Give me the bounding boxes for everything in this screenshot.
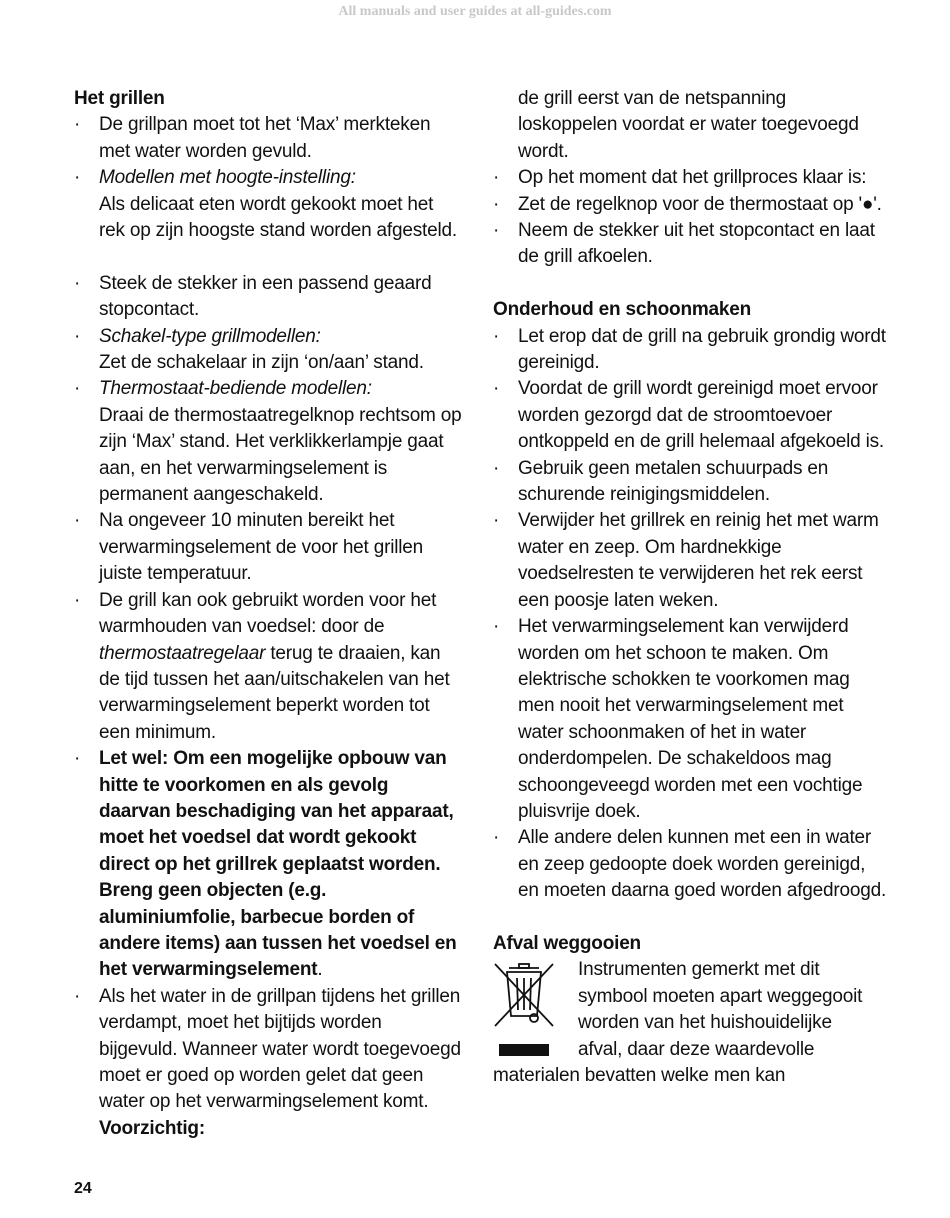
list-item-text: Voordat de grill wordt gereinigd moet ervoor worden gezorgd dat de stroomtoevoer ontkoppeld en de grill helemaal afgekoeld is. xyxy=(518,378,884,453)
list-item-text: De grillpan moet tot het ‘Max’ merkteken met water worden gevuld. xyxy=(99,114,431,162)
list-item-text: Verwijder het grillrek en reinig het met warm water en zeep. Om hardnekkige voedselresten te verwijderen het rek eerst een poosje laten weken. xyxy=(518,510,879,611)
list-item-warning xyxy=(74,746,464,984)
list-item-text: Steek de stekker in een passend geaard stopcontact. xyxy=(99,272,432,321)
list-item-emphasis: thermostaatregelaar xyxy=(99,642,266,664)
caution-label: Voorzichtig: xyxy=(99,1117,205,1139)
list-item-text: Zet de schakelaar in zijn ‘on/aan’ stand. xyxy=(99,352,424,374)
list-item-text: terug te draaien, kan de tijd tussen het aan/uitschakelen van het verwarmingselement beperkt worden tot een minimum. xyxy=(99,642,450,743)
list-item xyxy=(493,456,888,509)
weee-line: Instrumenten gemerkt met dit xyxy=(578,959,820,981)
bullet: · xyxy=(493,220,500,242)
heading-het-grillen: Het grillen xyxy=(74,88,165,109)
list-item-text: De grill kan ook gebruikt worden voor het warmhouden van voedsel: door de xyxy=(99,589,437,638)
bullet: · xyxy=(493,193,500,215)
left-column xyxy=(74,86,464,1142)
list-item-text: Het verwarmingselement kan verwijderd worden om het schoon te maken. Om elektrische schokken te voorkomen mag men nooit het verwarmingselement met water schoonmaken of het in water onderdompelen. De schakeldoos mag schoongeveegd worden met een vochtige pluisvrije doek. xyxy=(518,616,863,822)
weee-line: worden van het huishouidelijke xyxy=(578,1012,832,1034)
bullet: · xyxy=(493,325,500,347)
bullet: · xyxy=(74,378,81,400)
list-item xyxy=(74,508,464,587)
bullet: · xyxy=(74,114,81,136)
list-item-text: Na ongeveer 10 minuten bereikt het verwarmingselement de voor het grillen juiste temperatuur. xyxy=(99,510,424,585)
bullet: · xyxy=(74,589,81,611)
right-column xyxy=(493,86,888,1089)
list-item-subheading: Thermostaat-bediende modellen: xyxy=(99,378,372,400)
list-item xyxy=(493,192,888,218)
list-item xyxy=(74,271,464,324)
weee-line: afval, daar deze waardevolle xyxy=(578,1038,815,1060)
list-item-text: Draai de thermostaatregelknop rechtsom op zijn ‘Max’ stand. Het verklikkerlampje gaat aan, en het verwarmingselement is permanent aangeschakeld. xyxy=(99,404,462,506)
weee-crossed-bin-icon xyxy=(493,960,555,1058)
list-item-subheading: Schakel-type grillmodellen: xyxy=(99,325,321,347)
list-item-text: Alle andere delen kunnen met een in water en zeep gedoopte doek worden gereinigd, en moeten daarna goed worden afgedroogd. xyxy=(518,827,887,902)
list-item xyxy=(74,588,464,746)
heading-afval: Afval weggooien xyxy=(493,932,641,954)
list-item xyxy=(493,376,888,455)
bullet: · xyxy=(493,378,500,400)
list-item xyxy=(74,324,464,377)
list-item-text: Neem de stekker uit het stopcontact en laat de grill afkoelen. xyxy=(518,220,875,268)
page-number: 24 xyxy=(74,1180,92,1197)
list-item-text: Zet de regelknop voor de thermostaat op '●'. xyxy=(518,193,882,215)
list-item xyxy=(493,165,888,191)
bullet: · xyxy=(493,827,500,849)
list-item-text: Als delicaat eten wordt gekookt moet het rek op zijn hoogste stand worden afgesteld. xyxy=(99,193,457,242)
weee-notice xyxy=(493,957,888,1089)
list-item-text: Let erop dat de grill na gebruik grondig wordt gereinigd. xyxy=(518,325,886,374)
bullet: · xyxy=(74,510,81,532)
list-item xyxy=(74,112,464,165)
list-item xyxy=(493,825,888,904)
heading-onderhoud: Onderhoud en schoonmaken xyxy=(493,299,752,321)
bullet: · xyxy=(74,325,81,347)
list-item-text: Als het water in de grillpan tijdens het grillen verdampt, moet het bijtijds worden bijgevuld. Wanneer water wordt toegevoegd moet er goed op worden gelet dat geen water op het verwarmingselement komt. xyxy=(99,985,461,1113)
weee-line: symbool moeten apart weggegooit xyxy=(578,985,863,1007)
weee-line: materialen bevatten welke men kan xyxy=(493,1065,786,1086)
list-item xyxy=(74,165,464,244)
list-item-subheading: Modellen met hoogte-instelling: xyxy=(99,167,356,189)
list-item xyxy=(74,984,464,1142)
bullet: · xyxy=(74,748,81,770)
list-item xyxy=(74,376,464,508)
bullet: · xyxy=(493,167,500,189)
bullet: · xyxy=(493,616,500,638)
list-item-text: Op het moment dat het grillproces klaar is: xyxy=(518,167,867,189)
watermark: All manuals and user guides at all-guides.com xyxy=(338,4,612,19)
list-item xyxy=(493,614,888,825)
list-item-text: . xyxy=(317,959,323,981)
list-item-text: Gebruik geen metalen schuurpads en schurende reinigingsmiddelen. xyxy=(518,457,829,506)
list-item-continuation: de grill eerst van de netspanning loskoppelen voordat er water toegevoegd wordt. xyxy=(518,88,859,162)
bullet: · xyxy=(74,985,81,1007)
list-item xyxy=(493,508,888,614)
bullet: · xyxy=(74,167,81,189)
bullet: · xyxy=(74,272,81,294)
bullet: · xyxy=(493,510,500,532)
list-item xyxy=(493,324,888,377)
warning-text: Let wel: Om een mogelijke opbouw van hitte te voorkomen en als gevolg daarvan beschadiging van het apparaat, moet het voedsel dat wordt gekookt direct op het grillrek geplaatst worden. Breng geen objecten (e.g. aluminiumfolie, barbecue borden of andere items) aan tussen het voedsel en het verwarmingselement xyxy=(99,748,457,981)
list-item xyxy=(493,218,888,271)
bullet: · xyxy=(493,457,500,479)
